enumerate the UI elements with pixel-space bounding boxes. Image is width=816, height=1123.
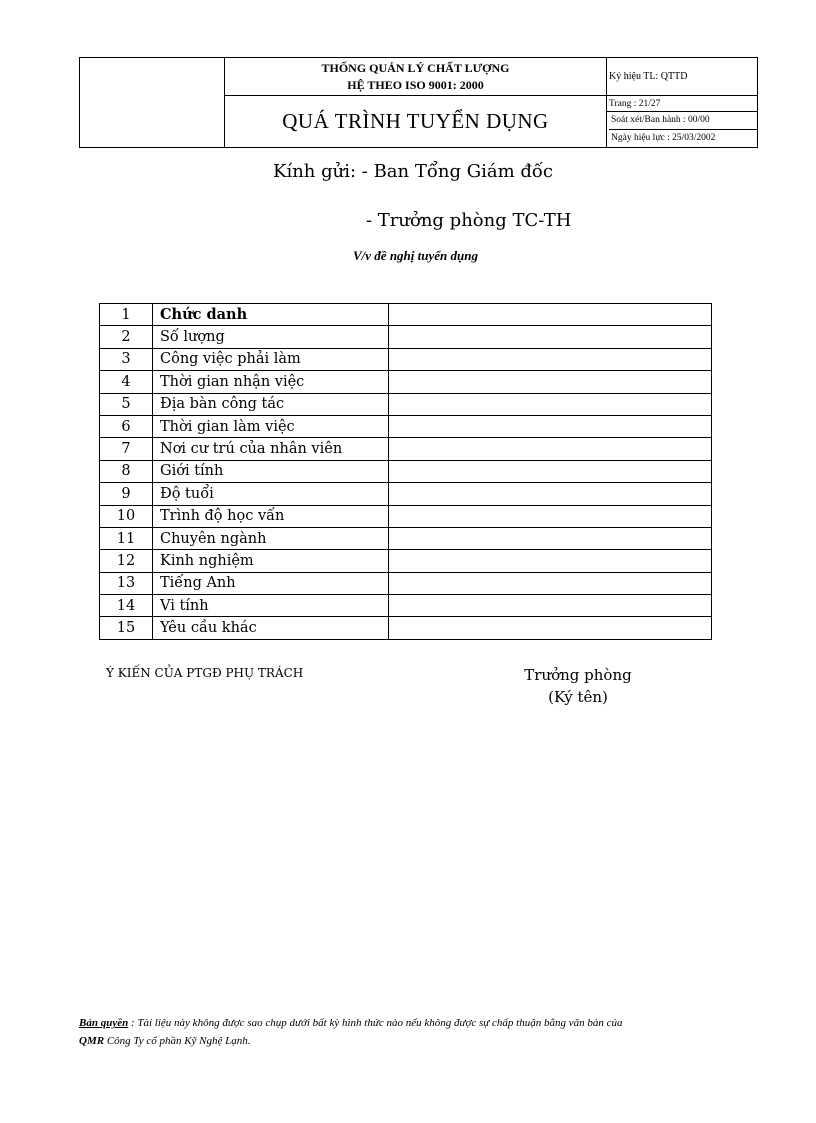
row-label: Vi tính xyxy=(153,595,389,617)
request-table xyxy=(99,303,712,640)
row-value[interactable] xyxy=(389,304,712,326)
signature-title: Trưởng phòng xyxy=(524,666,632,684)
table-row xyxy=(100,505,712,527)
row-value[interactable] xyxy=(389,326,712,348)
row-label: Yêu cầu khác xyxy=(153,617,389,639)
row-value[interactable] xyxy=(389,393,712,415)
row-number: 10 xyxy=(100,505,153,527)
row-number: 7 xyxy=(100,438,153,460)
table-row xyxy=(100,348,712,370)
row-number: 3 xyxy=(100,348,153,370)
row-number: 14 xyxy=(100,595,153,617)
process-title: QUÁ TRÌNH TUYỂN DỤNG xyxy=(225,96,607,148)
logo-cell xyxy=(80,58,225,148)
row-label: Tiếng Anh xyxy=(153,572,389,594)
opinion-label: Ý KIẾN CỦA PTGĐ PHỤ TRÁCH xyxy=(106,666,304,680)
table-row xyxy=(100,304,712,326)
table-row xyxy=(100,572,712,594)
row-value[interactable] xyxy=(389,505,712,527)
row-number: 6 xyxy=(100,415,153,437)
subject-line: V/v đề nghị tuyển dụng xyxy=(353,248,478,263)
org-code: QMR xyxy=(79,1035,105,1047)
table-row xyxy=(100,326,712,348)
addressee-line2: - Trưởng phòng TC-TH xyxy=(366,210,572,231)
row-label: Địa bàn công tác xyxy=(153,393,389,415)
row-value[interactable] xyxy=(389,617,712,639)
row-value[interactable] xyxy=(389,483,712,505)
row-number: 12 xyxy=(100,550,153,572)
signature-note: (Ký tên) xyxy=(548,688,608,706)
row-label: Kinh nghiệm xyxy=(153,550,389,572)
copyright-footer xyxy=(79,1014,759,1050)
table-row xyxy=(100,415,712,437)
row-number: 8 xyxy=(100,460,153,482)
system-title-line1: THỐNG QUẢN LÝ CHẤT LƯỢNG xyxy=(321,60,510,75)
row-label: Công việc phải làm xyxy=(153,348,389,370)
signature-block xyxy=(520,664,636,708)
addressee-line1: Kính gửi: - Ban Tổng Giám đốc xyxy=(273,161,553,182)
row-value[interactable] xyxy=(389,460,712,482)
row-label: Độ tuổi xyxy=(153,483,389,505)
row-label: Thời gian nhận việc xyxy=(153,371,389,393)
row-value[interactable] xyxy=(389,595,712,617)
table-row xyxy=(100,527,712,549)
document-header xyxy=(79,57,758,148)
page-number: Trang : 21/27 xyxy=(607,96,758,112)
row-label: Nơi cư trú của nhân viên xyxy=(153,438,389,460)
doc-code: Ký hiệu TL: QTTD xyxy=(607,58,758,96)
row-number: 9 xyxy=(100,483,153,505)
table-row xyxy=(100,617,712,639)
row-number: 13 xyxy=(100,572,153,594)
row-number: 5 xyxy=(100,393,153,415)
system-title xyxy=(225,58,607,96)
table-row xyxy=(100,438,712,460)
row-number: 2 xyxy=(100,326,153,348)
effective-date: Ngày hiệu lực : 25/03/2002 xyxy=(611,133,716,143)
row-value[interactable] xyxy=(389,527,712,549)
row-value[interactable] xyxy=(389,371,712,393)
row-label: Thời gian làm việc xyxy=(153,415,389,437)
system-title-line2: HỆ THEO ISO 9001: 2000 xyxy=(347,77,484,92)
row-value[interactable] xyxy=(389,415,712,437)
table-row xyxy=(100,371,712,393)
row-number: 15 xyxy=(100,617,153,639)
copyright-label: Bản quyền xyxy=(79,1017,129,1029)
row-number: 11 xyxy=(100,527,153,549)
row-value[interactable] xyxy=(389,572,712,594)
row-label: Giới tính xyxy=(153,460,389,482)
row-label: Chức danh xyxy=(153,304,389,326)
row-value[interactable] xyxy=(389,348,712,370)
table-row xyxy=(100,550,712,572)
row-number: 4 xyxy=(100,371,153,393)
row-label: Số lượng xyxy=(153,326,389,348)
revision: Soát xét/Ban hành : 00/00 xyxy=(609,112,757,130)
row-number: 1 xyxy=(100,304,153,326)
table-row xyxy=(100,483,712,505)
table-row xyxy=(100,460,712,482)
row-label: Trình độ học vấn xyxy=(153,505,389,527)
row-label: Chuyên ngành xyxy=(153,527,389,549)
row-value[interactable] xyxy=(389,438,712,460)
org-name: Công Ty cổ phần Kỹ Nghệ Lạnh. xyxy=(104,1035,251,1047)
table-row xyxy=(100,595,712,617)
copyright-text: : Tài liệu này không được sao chụp dưới bất kỳ hình thức nào nếu không được sự chấp thuận bằng văn bản của xyxy=(128,1017,623,1029)
row-value[interactable] xyxy=(389,550,712,572)
table-row xyxy=(100,393,712,415)
